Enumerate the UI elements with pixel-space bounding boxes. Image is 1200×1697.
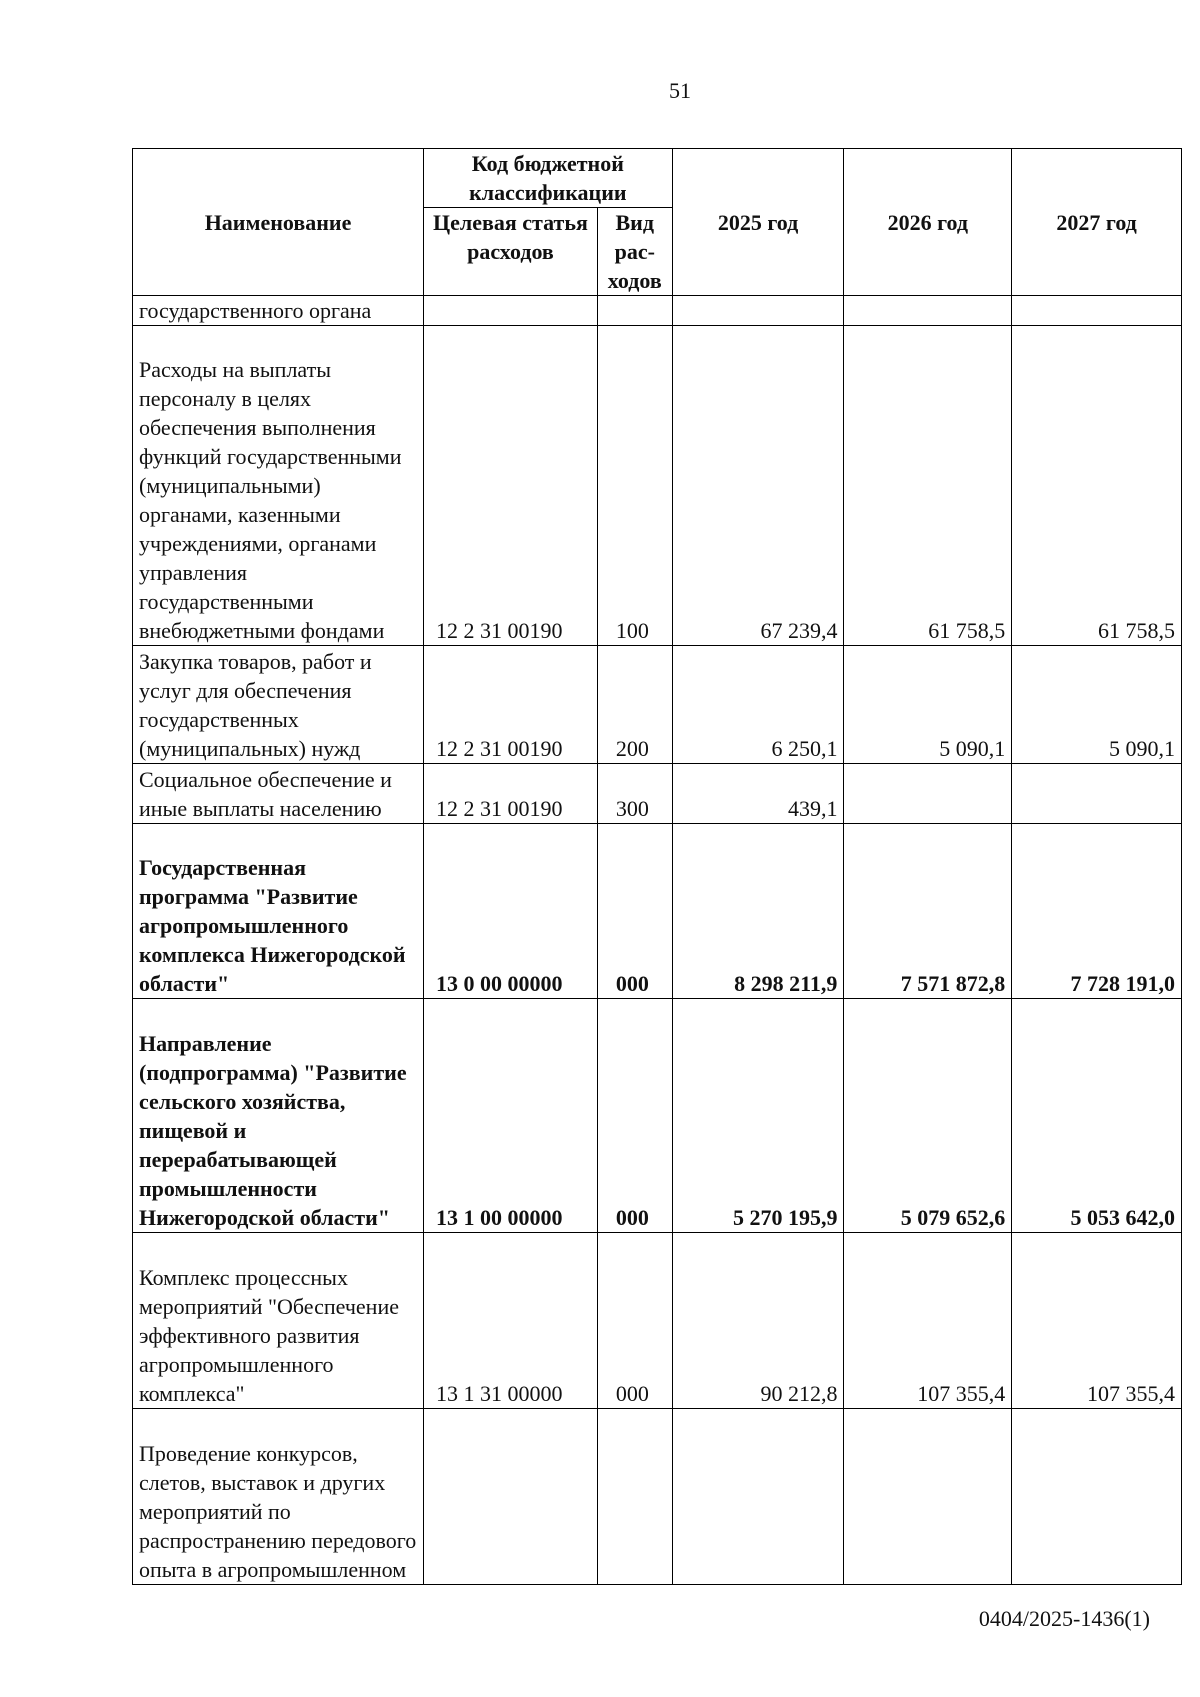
row-2025: 8 298 211,9 — [672, 824, 844, 999]
row-2025: 439,1 — [672, 764, 844, 824]
row-code: 13 1 31 00000 — [424, 1233, 598, 1409]
header-2025: 2025 год — [672, 149, 844, 296]
row-2025 — [672, 296, 844, 326]
row-2027: 107 355,4 — [1012, 1233, 1182, 1409]
table-row — [133, 1409, 1182, 1585]
row-2027 — [1012, 764, 1182, 824]
header-expense-type: Вид рас-ходов — [597, 208, 672, 296]
row-kind: 100 — [597, 326, 672, 646]
row-kind — [597, 1409, 672, 1585]
row-code: 12 2 31 00190 — [424, 764, 598, 824]
row-name: Комплекс процессных мероприятий "Обеспечение эффективного развития агропромышленного комплекса" — [133, 1233, 424, 1409]
header-2026: 2026 год — [844, 149, 1012, 296]
row-kind: 000 — [597, 1233, 672, 1409]
table-row — [133, 296, 1182, 326]
row-2025: 6 250,1 — [672, 646, 844, 764]
row-kind — [597, 296, 672, 326]
row-2027: 7 728 191,0 — [1012, 824, 1182, 999]
table-row — [133, 824, 1182, 999]
table-row — [133, 326, 1182, 646]
budget-table — [132, 148, 1182, 1585]
row-2026: 107 355,4 — [844, 1233, 1012, 1409]
row-2025: 90 212,8 — [672, 1233, 844, 1409]
row-2026 — [844, 1409, 1012, 1585]
row-kind: 300 — [597, 764, 672, 824]
row-code: 12 2 31 00190 — [424, 646, 598, 764]
row-2027: 5 090,1 — [1012, 646, 1182, 764]
row-kind: 200 — [597, 646, 672, 764]
row-2026: 61 758,5 — [844, 326, 1012, 646]
row-2026: 7 571 872,8 — [844, 824, 1012, 999]
table-row — [133, 999, 1182, 1233]
header-target-article: Целевая статья расходов — [424, 208, 598, 296]
row-kind: 000 — [597, 824, 672, 999]
row-2027: 5 053 642,0 — [1012, 999, 1182, 1233]
row-2026 — [844, 296, 1012, 326]
table-row — [133, 646, 1182, 764]
row-name: Проведение конкурсов, слетов, выставок и других мероприятий по распространению передового опыта в агропромышленном — [133, 1409, 424, 1585]
row-2025 — [672, 1409, 844, 1585]
row-2027 — [1012, 296, 1182, 326]
row-name: Социальное обеспечение и иные выплаты населению — [133, 764, 424, 824]
row-name: государственного органа — [133, 296, 424, 326]
row-code — [424, 296, 598, 326]
row-2026: 5 079 652,6 — [844, 999, 1012, 1233]
table-row — [133, 764, 1182, 824]
table-row — [133, 1233, 1182, 1409]
header-2027: 2027 год — [1012, 149, 1182, 296]
row-code — [424, 1409, 598, 1585]
row-name: Направление (подпрограмма) "Развитие сельского хозяйства, пищевой и перерабатывающей промышленности Нижегородской области" — [133, 999, 424, 1233]
row-code: 13 1 00 00000 — [424, 999, 598, 1233]
header-code-group: Код бюджетной классификации — [424, 149, 673, 208]
row-2026 — [844, 764, 1012, 824]
row-name: Закупка товаров, работ и услуг для обеспечения государственных (муниципальных) нужд — [133, 646, 424, 764]
row-2025: 67 239,4 — [672, 326, 844, 646]
row-2025: 5 270 195,9 — [672, 999, 844, 1233]
row-2027: 61 758,5 — [1012, 326, 1182, 646]
row-2026: 5 090,1 — [844, 646, 1012, 764]
document-registration-number: 0404/2025-1436(1) — [978, 1606, 1150, 1631]
header-name: Наименование — [133, 149, 424, 296]
row-2027 — [1012, 1409, 1182, 1585]
row-kind: 000 — [597, 999, 672, 1233]
page-number: 51 — [669, 78, 691, 103]
row-name: Государственная программа "Развитие агропромышленного комплекса Нижегородской области" — [133, 824, 424, 999]
row-name: Расходы на выплаты персоналу в целях обеспечения выполнения функций государственными (муниципальными) органами, казенными учреждениями, органами управления государственными внебюджетными фондами — [133, 326, 424, 646]
table-header-row — [133, 149, 1182, 208]
row-code: 12 2 31 00190 — [424, 326, 598, 646]
row-code: 13 0 00 00000 — [424, 824, 598, 999]
